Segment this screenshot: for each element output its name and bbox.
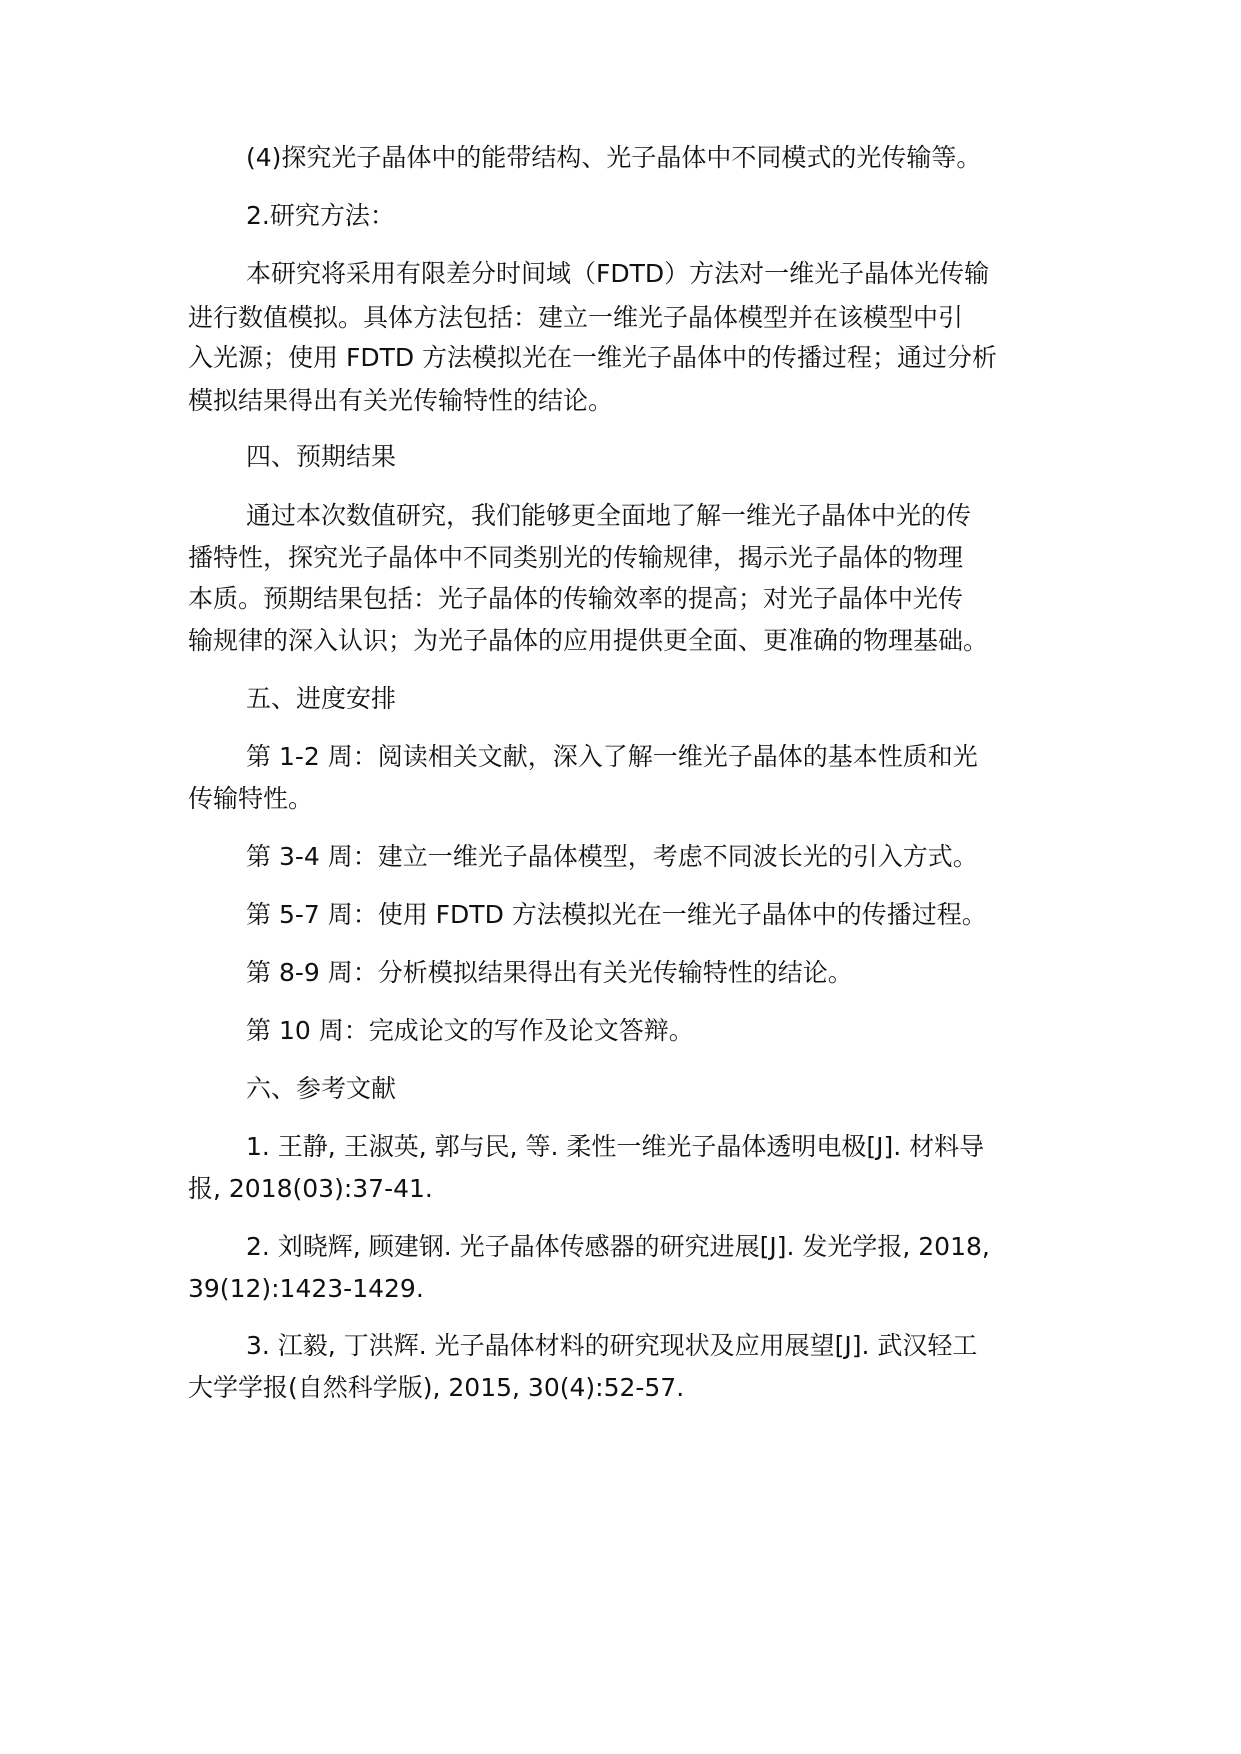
paragraph-line: 播特性，探究光子晶体中不同类别光的传输规律，揭示光子晶体的物理 <box>188 543 964 572</box>
reference-item: 报, 2018(03):37-41. <box>188 1174 433 1203</box>
paragraph-line: 进行数值模拟。具体方法包括：建立一维光子晶体模型并在该模型中引 <box>188 303 964 332</box>
reference-item: 3. 江毅, 丁洪辉. 光子晶体材料的研究现状及应用展望[J]. 武汉轻工 <box>246 1331 978 1360</box>
paragraph-line: 入光源；使用 FDTD 方法模拟光在一维光子晶体中的传播过程；通过分析 <box>188 343 998 372</box>
reference-item: 2. 刘晓辉, 顾建钢. 光子晶体传感器的研究进展[J]. 发光学报, 2018, <box>246 1232 990 1261</box>
paragraph-line: 本研究将采用有限差分时间域（FDTD）方法对一维光子晶体光传输 <box>246 259 990 288</box>
paragraph-line: 本质。预期结果包括：光子晶体的传输效率的提高；对光子晶体中光传 <box>188 584 964 613</box>
schedule-item: 第 5-7 周：使用 FDTD 方法模拟光在一维光子晶体中的传播过程。 <box>246 900 987 929</box>
section-heading: 六、参考文献 <box>246 1074 397 1103</box>
schedule-item: 第 3-4 周：建立一维光子晶体模型，考虑不同波长光的引入方式。 <box>246 842 978 871</box>
paragraph-line: 模拟结果得出有关光传输特性的结论。 <box>188 386 614 415</box>
paragraph-line: (4)探究光子晶体中的能带结构、光子晶体中不同模式的光传输等。 <box>246 143 982 172</box>
reference-item: 大学学报(自然科学版), 2015, 30(4):52-57. <box>188 1373 685 1402</box>
section-heading: 四、预期结果 <box>246 442 397 471</box>
section-heading: 2.研究方法： <box>246 201 395 230</box>
schedule-item: 传输特性。 <box>188 784 314 813</box>
paragraph-line: 通过本次数值研究，我们能够更全面地了解一维光子晶体中光的传 <box>246 501 972 530</box>
schedule-item: 第 8-9 周：分析模拟结果得出有关光传输特性的结论。 <box>246 958 853 987</box>
schedule-item: 第 10 周：完成论文的写作及论文答辩。 <box>246 1016 694 1045</box>
reference-item: 39(12):1423-1429. <box>188 1274 424 1303</box>
schedule-item: 第 1-2 周：阅读相关文献，深入了解一维光子晶体的基本性质和光 <box>246 742 978 771</box>
section-heading: 五、进度安排 <box>246 684 397 713</box>
reference-item: 1. 王静, 王淑英, 郭与民, 等. 柔性一维光子晶体透明电极[J]. 材料导 <box>246 1132 985 1161</box>
paragraph-line: 输规律的深入认识；为光子晶体的应用提供更全面、更准确的物理基础。 <box>188 626 989 655</box>
